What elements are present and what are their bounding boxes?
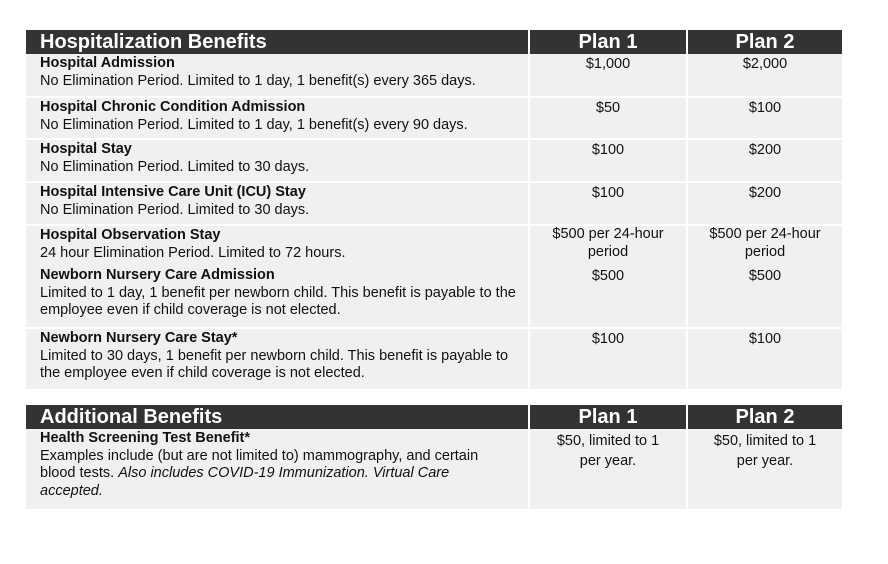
benefit-desc: Limited to 1 day, 1 benefit per newborn child. This benefit is payable to the employee even if child coverage is not elected.: [40, 284, 516, 318]
plan1-value: $50, limited to 1 per year.: [528, 429, 686, 509]
table-header: [26, 405, 842, 429]
benefit-desc: No Elimination Period. Limited to 30 days.: [40, 201, 310, 218]
table-row: [26, 138, 842, 181]
table-row: [26, 54, 842, 96]
plan1-value: $100: [528, 140, 686, 181]
benefit-desc: No Elimination Period. Limited to 1 day, 1 benefit(s) every 90 days.: [40, 116, 468, 133]
plan1-value: $500 per 24-hour period: [528, 226, 686, 266]
benefit-title: Hospital Chronic Condition Admission: [40, 99, 306, 115]
plan2-value: $500 per 24-hour period: [686, 226, 842, 266]
benefit-desc: No Elimination Period. Limited to 30 days.: [40, 158, 310, 175]
section-title: Additional Benefits: [26, 405, 528, 429]
benefit-title: Hospital Observation Stay: [40, 227, 221, 243]
benefit-desc-italic: Also includes COVID-19 Immunization. Virtual Care accepted.: [40, 465, 450, 499]
plan2-header: Plan 2: [686, 30, 842, 54]
table-row: [26, 96, 842, 138]
plan2-value: $2,000: [686, 54, 842, 96]
plan2-header: Plan 2: [686, 405, 842, 429]
additional-benefits-table: [26, 405, 842, 509]
table-row: [26, 181, 842, 224]
plan2-value: $200: [686, 140, 842, 181]
plan1-header: Plan 1: [528, 30, 686, 54]
benefit-desc-text: Examples include (but are not limited to) mammography, and certain blood tests.: [40, 447, 479, 481]
benefit-title: Health Screening Test Benefit*: [40, 430, 251, 446]
table-row: [26, 429, 842, 509]
benefit-desc: Limited to 30 days, 1 benefit per newborn child. This benefit is payable to the employee even if child coverage is not elected.: [40, 347, 509, 381]
table-row: [26, 266, 842, 327]
plan2-value: $50, limited to 1 per year.: [686, 429, 842, 509]
plan1-value: $500: [528, 266, 686, 327]
benefit-desc: 24 hour Elimination Period. Limited to 72 hours.: [40, 244, 346, 261]
plan2-value: $100: [686, 98, 842, 138]
section-title: Hospitalization Benefits: [26, 30, 528, 54]
benefit-title: Hospital Stay: [40, 141, 132, 157]
hospitalization-benefits-table: [26, 30, 842, 389]
plan1-header: Plan 1: [528, 405, 686, 429]
benefit-title: Newborn Nursery Care Stay*: [40, 330, 238, 346]
plan1-value: $100: [528, 183, 686, 224]
plan2-value: $500: [686, 266, 842, 327]
table-row: [26, 224, 842, 266]
plan2-value: $100: [686, 329, 842, 389]
table-row: [26, 327, 842, 389]
plan2-value: $200: [686, 183, 842, 224]
plan1-value: $50: [528, 98, 686, 138]
benefit-title: Hospital Intensive Care Unit (ICU) Stay: [40, 184, 306, 200]
benefit-desc: [40, 448, 498, 501]
benefit-title: Hospital Admission: [40, 55, 175, 71]
benefit-desc: No Elimination Period. Limited to 1 day, 1 benefit(s) every 365 days.: [40, 72, 476, 89]
plan1-value: $1,000: [528, 54, 686, 96]
table-header: [26, 30, 842, 54]
plan1-value: $100: [528, 329, 686, 389]
benefit-title: Newborn Nursery Care Admission: [40, 267, 275, 283]
